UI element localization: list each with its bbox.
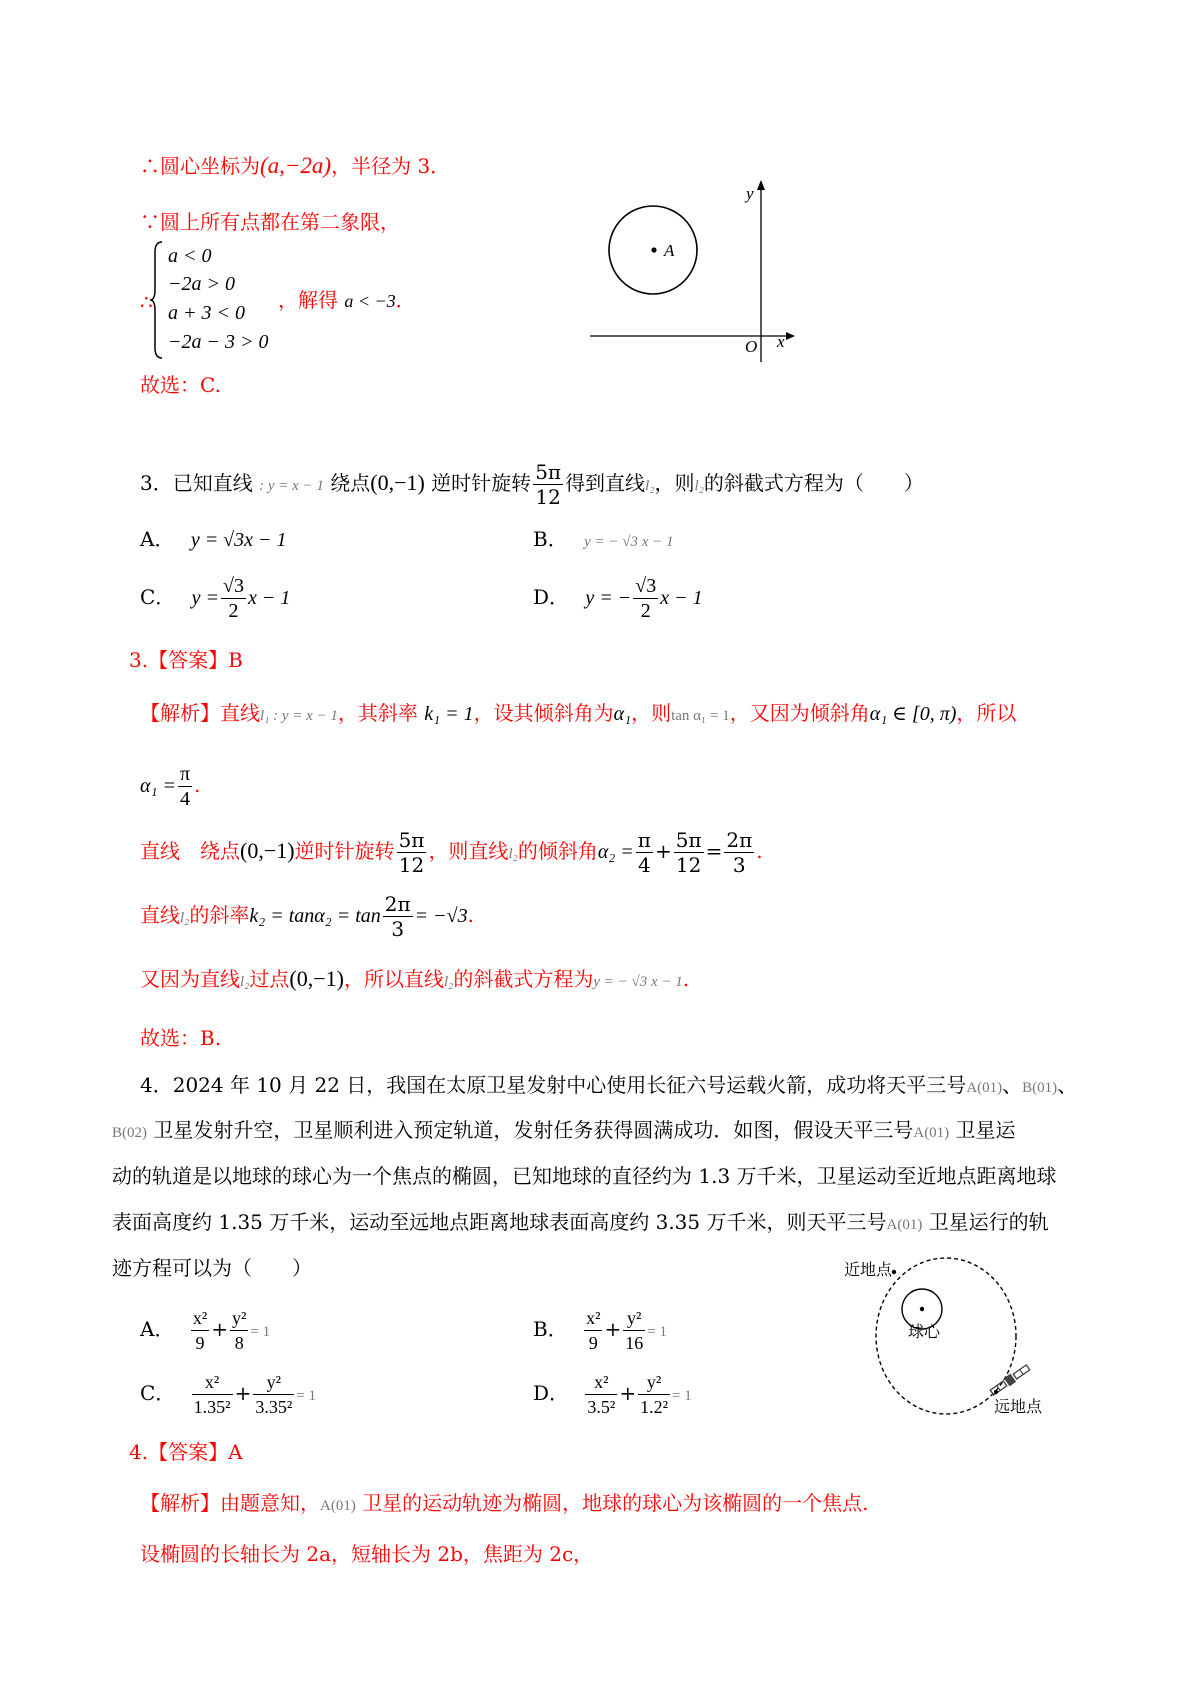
q4-stem-line-4 [112,1208,1049,1239]
y-axis-arrow [757,180,765,190]
option-C-numerator: √3 [223,575,245,597]
solve-line [278,286,416,315]
a3-rotation-fraction [397,828,427,877]
q3-stem [140,460,924,509]
q3-option-C [140,574,290,634]
q3-analysis-line-5 [140,965,689,996]
a3-mid: 逆时针旋转 [294,839,395,863]
a4-result: = −√3 [414,905,468,927]
q4-D-d2: 1.2² [640,1397,668,1417]
a4-expr: k₂ = tanα₂ = tan [249,905,381,927]
center-line-end: ，半径为 3． [331,154,451,178]
q4-D-rhs: = 1 [671,1388,692,1404]
a1-mid3: ，则 [631,701,672,725]
a5-end: . [682,967,690,991]
q4-stem-line-3: 动的轨道是以地球的球心为一个焦点的椭圆，已知地球的直径约为 1.3 万千米，卫星运动至近地点距离地球 [112,1164,1057,1188]
a2-numerator: π [179,763,191,785]
rotation-numerator: 5π [535,460,562,484]
a3-fraction-3 [724,828,754,877]
q4-D-frac-2 [638,1370,670,1419]
option-C-post: x − 1 [248,587,291,609]
inequality-3: a + 3 < 0 [168,302,245,324]
q4-C-frac-2 [253,1370,294,1419]
q4-B-d1: 9 [588,1333,598,1353]
a4-pre: 直线 [140,903,180,927]
satellite-B02: B(02) [112,1125,147,1141]
q4-stem-line-5: 迹方程可以为（ ） [112,1256,312,1280]
a5-mid: 过点 [249,967,290,991]
label-O: O [745,337,758,356]
a4-fraction [383,892,413,941]
satellite-A01-3: A(01) [886,1217,923,1233]
far-point-label: 远地点 [994,1397,1043,1416]
left-brace [150,240,164,360]
q2-center-line [140,152,450,180]
q4-option-A-label: A． [140,1317,175,1341]
a4-num: 2π [384,892,411,916]
analysis-tag: 【解析】 [140,701,220,725]
option-D-denominator: 2 [640,600,651,622]
q3-option-B [533,525,673,556]
solve-period: ． [395,288,416,312]
solve-text: ，解得 [278,288,338,312]
q4-option-A: A． $\frac{\text{x²}}{9}$ + $\frac{\text{y²}}{8}$ = 1 [140,1308,271,1353]
option-D-pre: y = − [585,587,632,609]
option-D-numerator: √3 [635,575,657,597]
q3-answer: 3.【答案】B [129,648,243,672]
a4-end: . [467,903,474,927]
a3-equals: = [705,839,723,863]
q4-B-n1: x² [584,1306,602,1331]
q3-analysis-line-2 [140,762,200,822]
q4-A-d2: 8 [234,1333,244,1353]
q3-l2b: l₂ [694,478,704,494]
a5-mid2: ，所以直线 [343,967,444,991]
q2-quadrant-line: ∵圆上所有点都在第二象限， [140,210,400,234]
a2-denominator: 4 [180,788,190,810]
q4-line4-text: 表面高度约 1.35 万千米，运动至远地点距离地球表面高度约 3.35 万千米，则天平三号 [112,1210,887,1234]
q4-option-B-label: B． [533,1317,568,1341]
rotation-denominator: 12 [535,485,561,509]
a3-point: (0,−1) [240,838,295,863]
a3-pre: 直线 绕点 [140,839,240,863]
option-A-text: y = √3x − 1 [190,529,287,551]
q4-line4-end: 卫星运行的轨 [928,1210,1049,1234]
a3-l2: l₂ [508,846,518,862]
q3-rotation-fraction [533,460,563,509]
q4-sep: 、 [1002,1073,1023,1097]
option-C-pre: y = [191,587,220,609]
option-B-text: y = − √3 x − 1 [584,534,674,550]
label-A: A [664,241,675,260]
a3-f3-den: 3 [732,853,746,877]
q4-B-n2: y² [623,1306,645,1331]
q4-stem-line-2 [112,1116,1016,1147]
q3-option-D [533,574,703,634]
a3-alpha2: α₂ = [597,841,634,863]
q4-option-C: C． $\frac{\text{x²}}{\text{1.35²}}$ + $\frac{\text{y²}}{\text{3.35²}}$ = 1 [140,1372,316,1417]
q4-line2-text: 卫星发射升空，卫星顺利进入预定轨道，发射任务获得圆满成功．如图，假设天平三号 [153,1118,914,1142]
a2-lhs: α₁ = [140,775,176,797]
q3-stem-f: 的斜截式方程为（ ） [703,471,924,495]
a3-rot-numerator: 5π [398,828,425,852]
q4-C-d1: 1.35² [193,1397,231,1417]
a3-f2-den: 12 [675,853,702,877]
a3-f1-den: 4 [637,853,651,877]
q3-stem-d: 得到直线 [565,471,646,495]
q4-analysis-line-1 [140,1489,869,1520]
q4-line1-text: 4．2024 年 10 月 22 日，我国在太原卫星发射中心使用长征六号运载火箭，成功将天平三号 [140,1073,967,1097]
center-line-text: ∴圆心坐标为 [140,154,260,178]
q4-D-frac-1 [585,1370,617,1419]
q4-answer: 4.【答案】A [129,1440,243,1464]
q4-a1-satellite: A(01) [320,1498,356,1514]
a2-end: . [194,773,201,797]
q3-stem-e: ，则 [654,471,695,495]
a3-f1-num: π [637,828,651,852]
q3-option-A [140,525,287,554]
a1-mid: ，其斜率 [337,701,418,725]
option-C-denominator: 2 [228,600,239,622]
q2-choose: 故选：C. [140,373,221,397]
q4-analysis-tag: 【解析】 [140,1491,220,1515]
a3-end: . [756,839,763,863]
q4-D-n1: x² [585,1370,617,1395]
q4-C-n2: y² [253,1370,294,1395]
inequality-4: −2a − 3 > 0 [168,331,269,353]
q3-choose: 故选：B. [140,1026,222,1050]
q4-C-n1: x² [192,1370,233,1395]
a2-fraction [178,762,192,811]
label-y: y [746,184,754,203]
a3-rot-denominator: 12 [398,853,425,877]
a5-equation: y = − √3 x − 1 [593,974,683,990]
center-point [651,247,656,252]
option-D-post: x − 1 [660,587,703,609]
q4-stem-line-1 [140,1071,1077,1102]
q4-A-n2: y² [230,1306,248,1331]
q4-B-frac-1 [584,1306,602,1355]
earth-center-label: 球心 [908,1322,941,1341]
a1-k1: k₁ = 1 [424,703,474,725]
solve-result: a < −3 [344,291,396,311]
option-A-label: A． [140,527,175,551]
q3-line-l1: : y = x − 1 [259,478,324,494]
q4-A-frac-2 [230,1306,248,1355]
option-D-fraction [633,574,658,623]
q4-C-rhs: = 1 [296,1388,316,1404]
a4-den: 3 [391,917,405,941]
q4-A-d1: 9 [195,1333,205,1353]
therefore-sign: ∴ [140,290,153,314]
q4-option-C-label: C． [140,1381,176,1405]
q4-A-frac-1 [191,1306,209,1355]
a1-mid2: ，设其倾斜角为 [473,701,614,725]
q3-number: 3． [140,471,173,495]
a1-mid4: ，又因为倾斜角 [729,701,870,725]
q4-option-D-label: D． [533,1381,570,1405]
option-D-label: D． [533,585,570,609]
q3-stem-b: 绕点 [330,471,371,495]
q4-analysis-line-2: 设椭圆的长轴长为 2a，短轴长为 2b，焦距为 2c， [140,1542,594,1566]
a5-l2: l₂ [240,974,250,990]
a4-l2: l₂ [180,910,190,926]
center-coordinate: (a,−2a) [260,153,332,178]
option-C-label: C． [140,585,176,609]
q4-A-n1: x² [191,1306,209,1331]
q3-analysis-line-4 [140,892,474,952]
q3-point: (0,−1) [370,470,425,495]
option-B-label: B． [533,527,568,551]
a3-plus: + [654,839,672,863]
a3-mid2: ，则直线 [428,839,509,863]
label-x: x [777,332,785,351]
near-point-dot [892,1270,896,1274]
q4-D-d1: 3.5² [587,1397,616,1417]
q3-stem-c: 逆时针旋转 [431,471,532,495]
q4-C-frac-1 [192,1370,233,1419]
q3-stem-a: 已知直线 [172,471,253,495]
a3-mid3: 的倾斜角 [517,839,598,863]
q4-B-rhs: = 1 [647,1324,667,1340]
q4-sep2: 、 [1057,1073,1078,1097]
a3-fraction-1 [636,828,653,877]
a5-pre: 又因为直线 [140,967,240,991]
a1-alpha: α₁ [613,703,632,725]
a1-end: ，所以 [956,701,1017,725]
q4-line2-end: 卫星运 [955,1118,1016,1142]
q4-a1-post: 卫星的运动轨迹为椭圆，地球的球心为该椭圆的一个焦点. [362,1491,869,1515]
satellite-A01: A(01) [966,1080,1003,1096]
a4-mid: 的斜率 [189,903,250,927]
a5-l2b: l₂ [443,974,454,990]
a1-pre: 直线 [220,701,260,725]
q3-analysis-line-3 [140,828,763,888]
q4-A-rhs: = 1 [250,1324,271,1340]
q3-analysis-line-1 [140,699,1016,730]
option-C-fraction [221,574,246,623]
a1-l1: l₁ : y = x − 1 [260,708,338,724]
q4-option-B: B． $\frac{\text{x²}}{9}$ + $\frac{\text{y²}}{16}$ = 1 [533,1308,667,1353]
x-axis-arrow [786,332,795,340]
a1-tan: tan α₁ = 1 [671,708,730,724]
q4-option-D: D． $\frac{\text{x²}}{\text{3.5²}}$ + $\frac{\text{y²}}{\text{1.2²}}$ = 1 [533,1372,692,1417]
earth-center [920,1307,924,1311]
q4-a1-pre: 由题意知， [220,1491,320,1515]
a3-fraction-2 [674,828,704,877]
a5-mid3: 的斜截式方程为 [453,967,594,991]
a3-f2-num: 5π [675,828,702,852]
a5-point: (0,−1) [289,966,344,991]
satellite-A01-2: A(01) [913,1125,950,1141]
inequality-2: −2a > 0 [168,273,235,295]
a3-f3-num: 2π [726,828,753,852]
q4-D-n2: y² [638,1370,670,1395]
q4-B-frac-2 [623,1306,645,1355]
a1-range: α₁ ∈ [0, π) [869,703,957,725]
inequality-1: a < 0 [168,245,212,267]
satellite-B01: B(01) [1022,1080,1058,1096]
q3-l2: l₂ [645,478,655,494]
q4-C-d2: 3.35² [255,1397,293,1417]
near-point-label: 近地点 [844,1260,893,1279]
q4-B-d2: 16 [625,1333,644,1353]
